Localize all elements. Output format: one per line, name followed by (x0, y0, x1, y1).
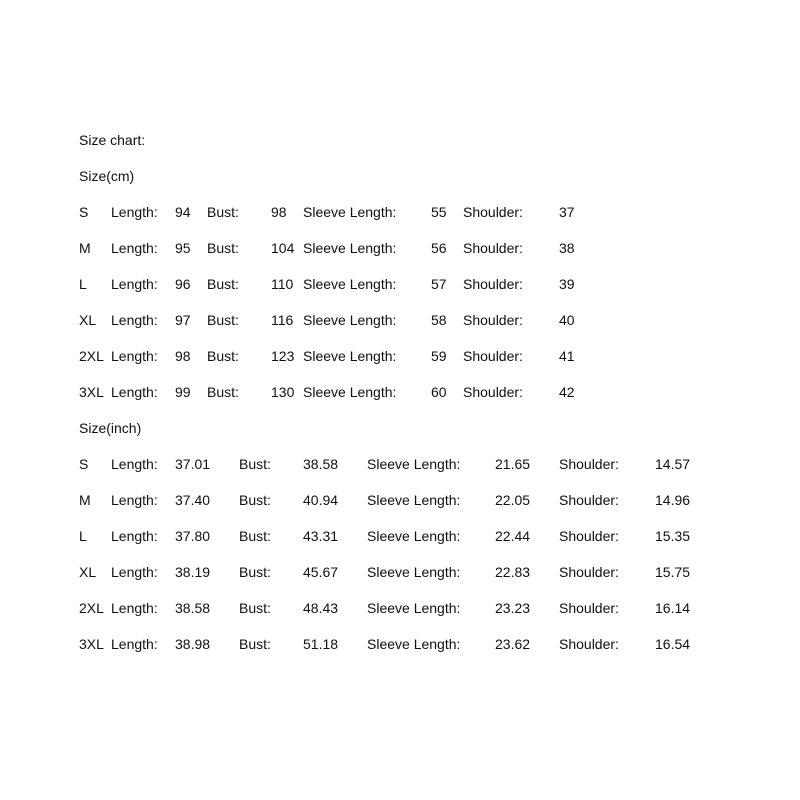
bust-value: 98 (271, 204, 287, 220)
shoulder-value: 42 (559, 384, 575, 400)
length-value: 97 (175, 312, 191, 328)
shoulder-label: Shoulder: (559, 456, 619, 472)
bust-value: 116 (271, 312, 294, 328)
table-row (0, 276, 800, 292)
size-chart-title: Size chart: (79, 132, 146, 148)
shoulder-value: 16.14 (655, 600, 691, 616)
sleeve-length-label: Sleeve Length: (303, 204, 397, 220)
bust-label: Bust: (239, 456, 271, 472)
length-value: 96 (175, 276, 191, 292)
shoulder-label: Shoulder: (559, 528, 619, 544)
inch-section-heading: Size(inch) (79, 420, 142, 436)
shoulder-value: 38 (559, 240, 575, 256)
bust-label: Bust: (207, 348, 239, 364)
bust-label: Bust: (239, 636, 271, 652)
size-label: M (79, 240, 91, 256)
shoulder-value: 15.35 (655, 528, 691, 544)
table-row (0, 456, 800, 472)
sleeve-length-label: Sleeve Length: (367, 528, 461, 544)
shoulder-label: Shoulder: (463, 276, 523, 292)
bust-label: Bust: (207, 312, 239, 328)
size-label: XL (79, 564, 97, 580)
length-label: Length: (111, 312, 158, 328)
length-label: Length: (111, 348, 158, 364)
bust-value: 51.18 (303, 636, 339, 652)
bust-value: 110 (271, 276, 294, 292)
sleeve-length-label: Sleeve Length: (367, 456, 461, 472)
size-label: L (79, 528, 87, 544)
length-value: 98 (175, 348, 191, 364)
bust-value: 43.31 (303, 528, 339, 544)
bust-label: Bust: (239, 600, 271, 616)
sleeve-length-value: 58 (431, 312, 447, 328)
shoulder-label: Shoulder: (463, 348, 523, 364)
length-value: 94 (175, 204, 191, 220)
bust-label: Bust: (239, 528, 271, 544)
bust-value: 38.58 (303, 456, 339, 472)
bust-value: 48.43 (303, 600, 339, 616)
size-label: 2XL (79, 600, 104, 616)
table-row (0, 492, 800, 508)
table-row (0, 384, 800, 400)
length-label: Length: (111, 636, 158, 652)
table-row (0, 204, 800, 220)
bust-value: 104 (271, 240, 295, 256)
size-label: 2XL (79, 348, 104, 364)
sleeve-length-value: 59 (431, 348, 447, 364)
sleeve-length-label: Sleeve Length: (367, 492, 461, 508)
bust-value: 130 (271, 384, 295, 400)
shoulder-label: Shoulder: (559, 600, 619, 616)
bust-label: Bust: (207, 276, 239, 292)
size-label: 3XL (79, 384, 104, 400)
length-label: Length: (111, 276, 158, 292)
sleeve-length-value: 56 (431, 240, 447, 256)
length-label: Length: (111, 240, 158, 256)
sleeve-length-value: 22.05 (495, 492, 531, 508)
length-label: Length: (111, 564, 158, 580)
length-value: 38.98 (175, 636, 211, 652)
sleeve-length-label: Sleeve Length: (303, 348, 397, 364)
shoulder-value: 14.96 (655, 492, 691, 508)
cm-section-heading: Size(cm) (79, 168, 135, 184)
size-label: L (79, 276, 87, 292)
table-row (0, 564, 800, 580)
sleeve-length-value: 23.23 (495, 600, 531, 616)
length-value: 37.80 (175, 528, 211, 544)
length-label: Length: (111, 204, 158, 220)
length-value: 99 (175, 384, 191, 400)
size-label: S (79, 204, 89, 220)
table-row (0, 600, 800, 616)
sleeve-length-value: 55 (431, 204, 447, 220)
sleeve-length-label: Sleeve Length: (303, 240, 397, 256)
shoulder-label: Shoulder: (559, 636, 619, 652)
size-label: XL (79, 312, 97, 328)
length-value: 37.40 (175, 492, 211, 508)
sleeve-length-label: Sleeve Length: (303, 312, 397, 328)
bust-value: 45.67 (303, 564, 339, 580)
shoulder-value: 39 (559, 276, 575, 292)
shoulder-label: Shoulder: (463, 312, 523, 328)
bust-value: 123 (271, 348, 295, 364)
length-label: Length: (111, 492, 158, 508)
length-value: 38.58 (175, 600, 211, 616)
sleeve-length-value: 22.44 (495, 528, 531, 544)
shoulder-value: 16.54 (655, 636, 691, 652)
sleeve-length-value: 22.83 (495, 564, 531, 580)
table-row (0, 240, 800, 256)
size-label: M (79, 492, 91, 508)
table-row (0, 348, 800, 364)
sleeve-length-value: 23.62 (495, 636, 531, 652)
sleeve-length-value: 60 (431, 384, 447, 400)
length-value: 38.19 (175, 564, 211, 580)
bust-label: Bust: (207, 204, 239, 220)
length-label: Length: (111, 600, 158, 616)
shoulder-value: 15.75 (655, 564, 691, 580)
length-value: 95 (175, 240, 191, 256)
shoulder-value: 40 (559, 312, 575, 328)
sleeve-length-label: Sleeve Length: (367, 600, 461, 616)
sleeve-length-label: Sleeve Length: (303, 384, 397, 400)
shoulder-value: 41 (559, 348, 575, 364)
table-row (0, 312, 800, 328)
bust-value: 40.94 (303, 492, 339, 508)
sleeve-length-label: Sleeve Length: (367, 636, 461, 652)
shoulder-label: Shoulder: (559, 564, 619, 580)
size-label: S (79, 456, 89, 472)
sleeve-length-label: Sleeve Length: (367, 564, 461, 580)
shoulder-label: Shoulder: (463, 204, 523, 220)
shoulder-label: Shoulder: (559, 492, 619, 508)
bust-label: Bust: (239, 564, 271, 580)
table-row (0, 636, 800, 652)
shoulder-label: Shoulder: (463, 384, 523, 400)
sleeve-length-value: 21.65 (495, 456, 531, 472)
length-label: Length: (111, 456, 158, 472)
table-row (0, 528, 800, 544)
shoulder-value: 14.57 (655, 456, 691, 472)
bust-label: Bust: (239, 492, 271, 508)
sleeve-length-value: 57 (431, 276, 447, 292)
shoulder-label: Shoulder: (463, 240, 523, 256)
bust-label: Bust: (207, 240, 239, 256)
length-label: Length: (111, 384, 158, 400)
length-value: 37.01 (175, 456, 211, 472)
sleeve-length-label: Sleeve Length: (303, 276, 397, 292)
shoulder-value: 37 (559, 204, 575, 220)
length-label: Length: (111, 528, 158, 544)
bust-label: Bust: (207, 384, 239, 400)
size-label: 3XL (79, 636, 104, 652)
